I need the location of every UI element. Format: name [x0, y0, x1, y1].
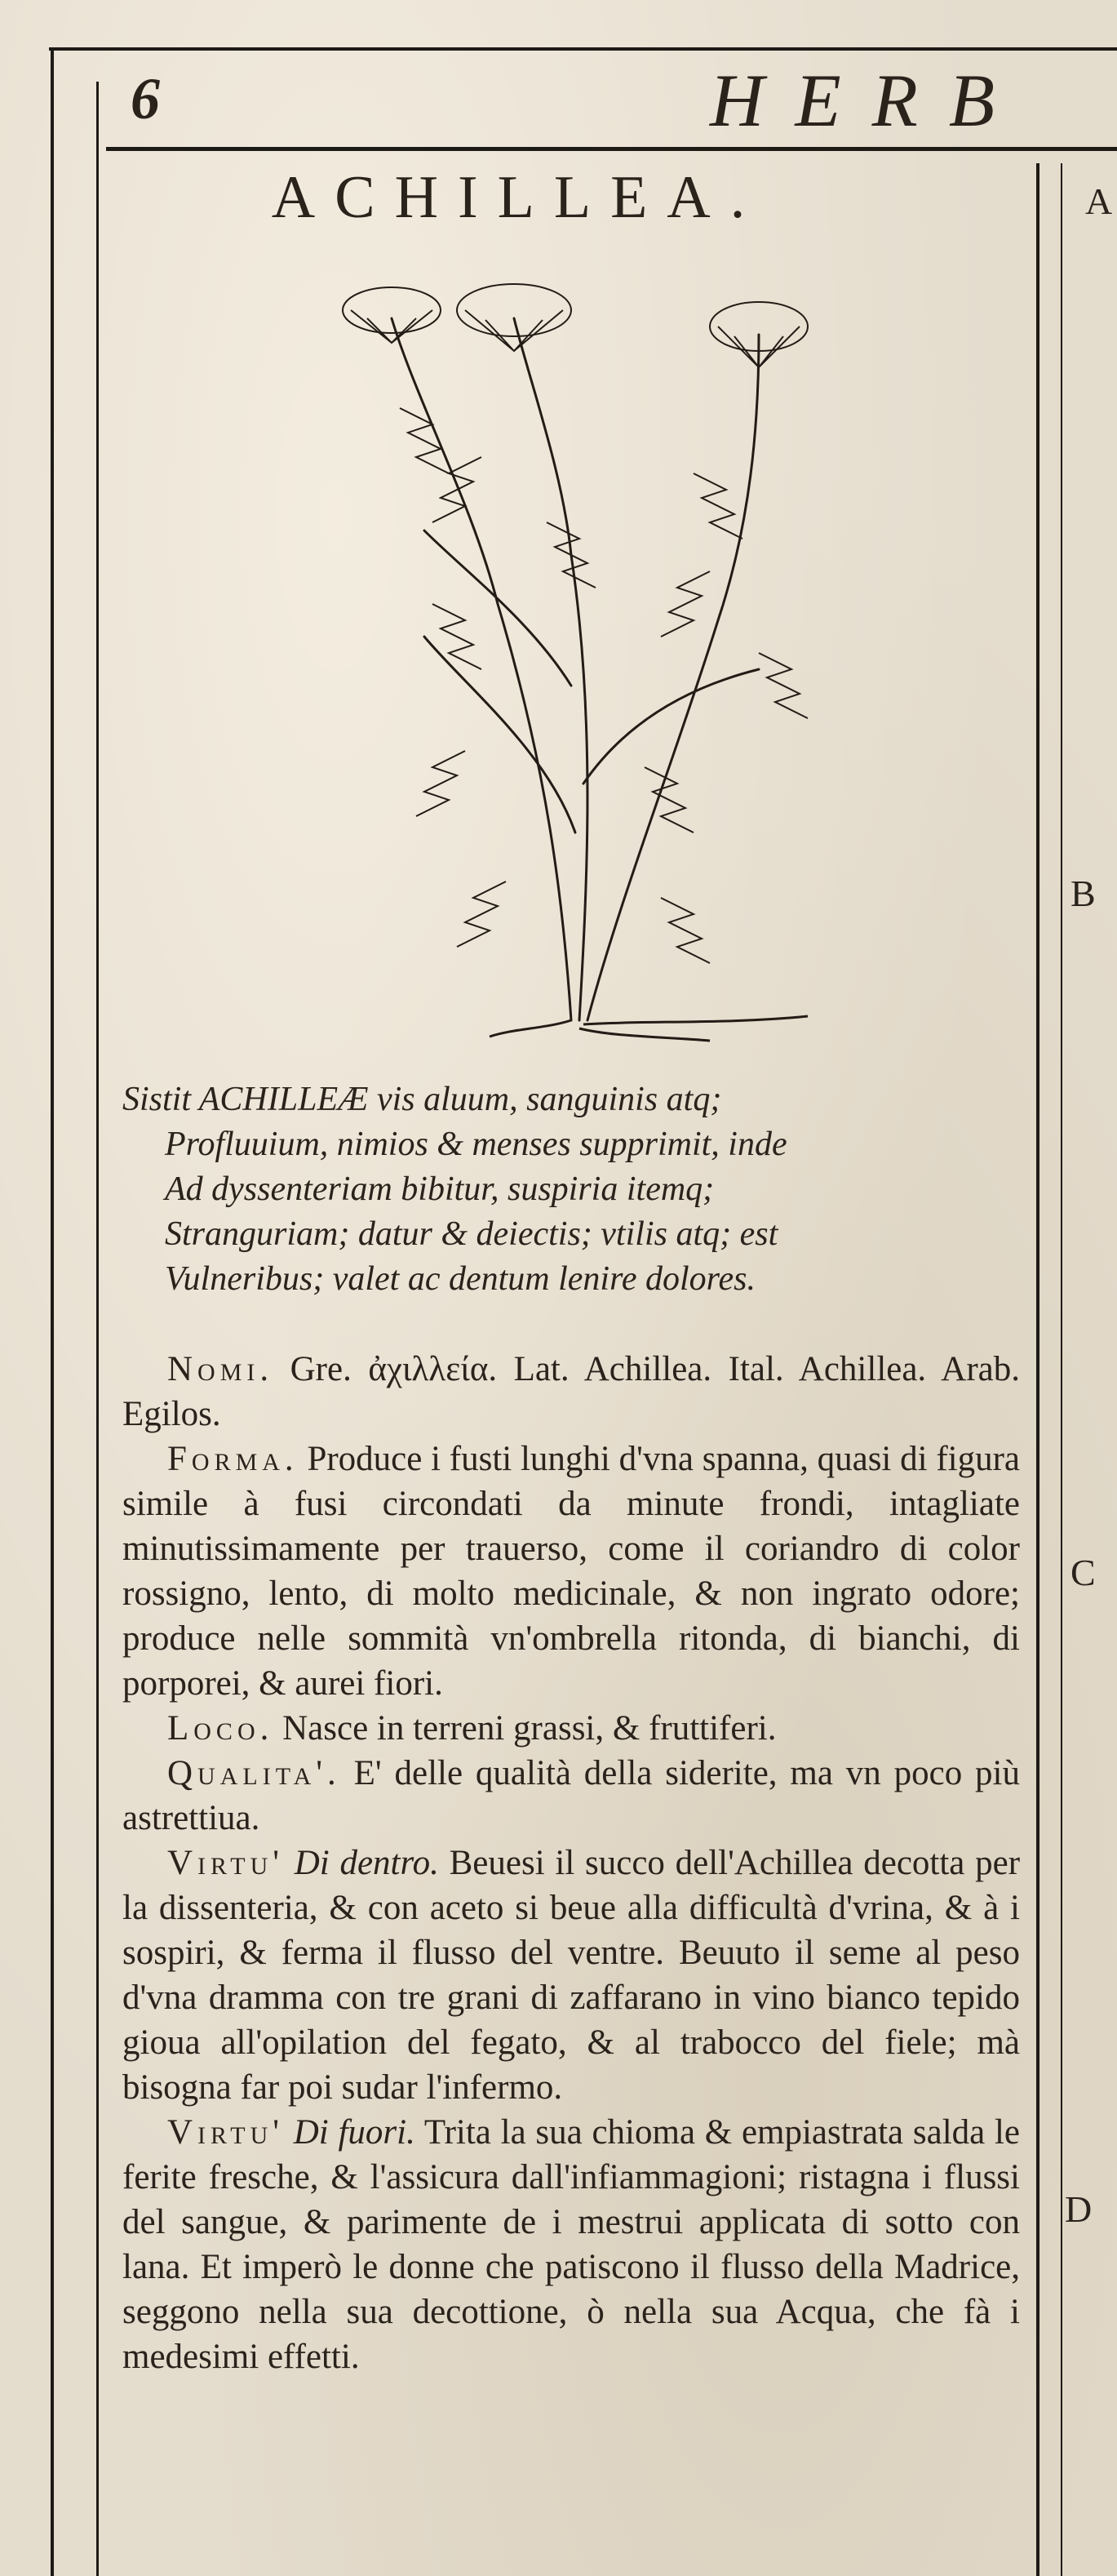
qualita-label: Qualita'. — [167, 1754, 341, 1792]
virtu-dentro-label: Virtu' — [167, 1844, 284, 1882]
loco-label: Loco. — [167, 1709, 274, 1748]
loco-paragraph — [122, 1706, 1020, 1751]
right-column-rule — [1036, 163, 1039, 2576]
left-inner-rule — [96, 82, 99, 2576]
verse-line: Vulneribus; valet ac dentum lenire dolores. — [165, 1260, 756, 1298]
loco-text: Nasce in terreni grassi, & fruttiferi. — [282, 1709, 777, 1748]
qualita-paragraph — [122, 1751, 1020, 1841]
virtu-dentro-sublabel: Di dentro. — [294, 1844, 439, 1882]
left-outer-rule — [51, 47, 54, 2576]
margin-letter-b: B — [1070, 873, 1096, 914]
top-rule — [49, 47, 1117, 51]
verse-line: Stranguriam; datur & deiectis; vtilis atq; est — [165, 1215, 778, 1253]
nomi-text: Gre. ἀχιλλεία. Lat. Achillea. Ital. Achillea. Arab. Egilos. — [122, 1350, 1020, 1433]
header-rule — [106, 147, 1117, 151]
qualita-text: E' delle qualità della siderite, ma vn poco più astrettiua. — [122, 1754, 1020, 1837]
forma-text: Produce i fusti lunghi d'vna spanna, quasi di figura simile à fusi circondati da minute frondi, intagliate minutissimamente per trauerso, come il coriandro di color rossigno, lento, di molto medicinale, & non ingrato odore; produce nelle sommità vn'ombrella ritonda, di bianchi, di porporei, & aurei fiori. — [122, 1440, 1021, 1703]
margin-rule — [1061, 163, 1062, 2576]
running-head: HERB — [710, 59, 1026, 142]
virtu-dentro-paragraph — [122, 1841, 1020, 2110]
achillea-woodcut-illustration — [302, 261, 873, 1045]
page-number: 6 — [131, 66, 160, 131]
verse-line: Ad dyssenteriam bibitur, suspiria itemq; — [165, 1170, 715, 1208]
margin-letter-d: D — [1065, 2188, 1093, 2230]
plant-title: ACHILLEA. — [271, 164, 765, 231]
virtu-fuori-sublabel: Di fuori. — [293, 2113, 415, 2152]
latin-verses — [122, 1077, 1004, 1302]
nomi-label: Nomi. — [167, 1350, 274, 1388]
margin-letter-a: A — [1085, 180, 1113, 222]
virtu-fuori-label: Virtu' — [167, 2113, 284, 2152]
virtu-fuori-paragraph — [122, 2110, 1020, 2379]
verse-line: Profluuium, nimios & menses supprimit, inde — [165, 1126, 787, 1163]
forma-paragraph — [122, 1437, 1020, 1706]
verse-line: Sistit ACHILLEÆ vis aluum, sanguinis atq; — [122, 1081, 722, 1118]
description-text — [122, 1347, 1020, 2379]
nomi-paragraph — [122, 1347, 1020, 1437]
margin-letter-c: C — [1070, 1552, 1096, 1593]
virtu-dentro-text: Beuesi il succo dell'Achillea decotta per la dissenteria, & con aceto si beue alla difficultà d'vrina, & à i sospiri, & ferma il flusso del ventre. Beuuto il seme al peso d'vna dramma con tre grani di zaffarano in vino bianco tepido gioua all'opilation del fegato, & al trabocco del fiele; mà bisogna far poi sudar l'infermo. — [122, 1844, 1021, 2107]
forma-label: Forma. — [167, 1440, 299, 1478]
virtu-fuori-text: Trita la sua chioma & empiastrata salda le ferite fresche, & l'assicura dall'infiammagioni; ristagna i flussi del sangue, & parimente de i mestrui applicata di sotto con lana. Et imperò le donne che patiscono il flusso della Madrice, seggono nella sua decottione, ò nella sua Acqua, che fà i medesimi effetti. — [122, 2113, 1020, 2376]
